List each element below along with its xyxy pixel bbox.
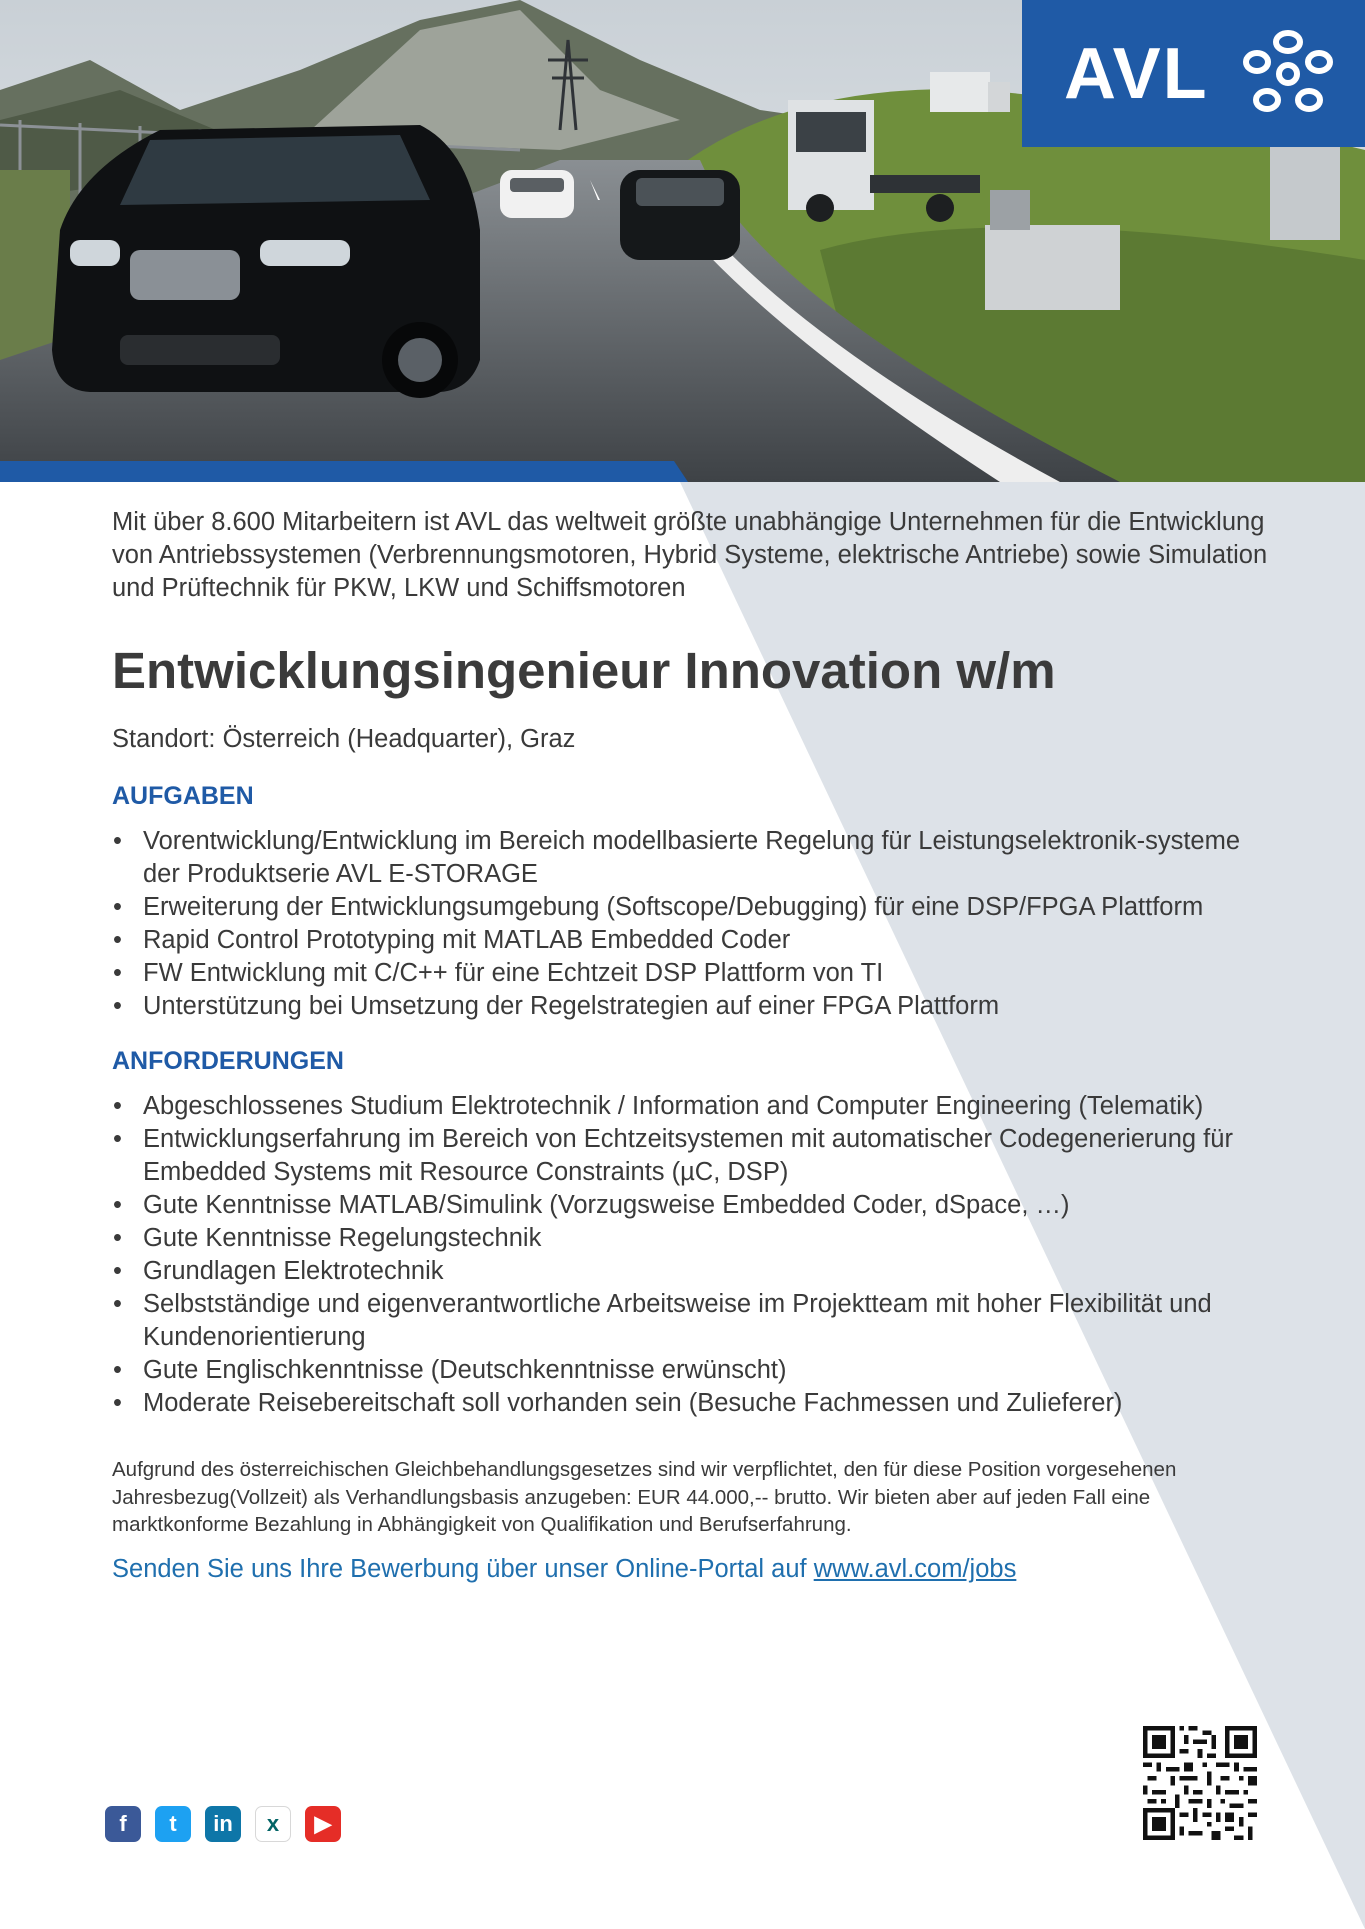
list-item: • Abgeschlossenes Studium Elektrotechnik / Information and Computer Engineering (Telematik) [112, 1090, 1272, 1123]
cta-text: Senden Sie uns Ihre Bewerbung über unser Online-Portal auf [112, 1554, 814, 1583]
list-item: • Grundlagen Elektrotechnik [112, 1255, 1272, 1288]
list-item: • Gute Kenntnisse MATLAB/Simulink (Vorzugsweise Embedded Coder, dSpace, …) [112, 1189, 1272, 1222]
list-item: • FW Entwicklung mit C/C++ für eine Echtzeit DSP Plattform von TI [112, 957, 1272, 990]
twitter-icon[interactable]: t [155, 1806, 191, 1842]
list-item: • Vorentwicklung/Entwicklung im Bereich modellbasierte Regelung für Leistungselektronik-systeme der Produktserie AVL E-STORAGE [112, 825, 1272, 891]
facebook-icon[interactable]: f [105, 1806, 141, 1842]
tasks-heading: AUFGABEN [112, 782, 254, 810]
job-title: Entwicklungsingenieur Innovation w/m [112, 642, 1056, 699]
salary-note: Aufgrund des österreichischen Gleichbehandlungsgesetzes sind wir verpflichtet, den für diese Position vorgesehenen Jahresbezug(Vollzeit) als Verhandlungsbasis anzugeben: EUR 44.000,-- brutto. Wir bieten aber auf jeden Fall eine marktkonforme Bezahlung in Abhängigkeit von Qualifikation und Berufserfahrung. [112, 1458, 1177, 1536]
header-accent-strip [0, 461, 688, 482]
requirements-heading: ANFORDERUNGEN [112, 1047, 344, 1075]
list-item: • Erweiterung der Entwicklungsumgebung (Softscope/Debugging) für eine DSP/FPGA Plattform [112, 891, 1272, 924]
requirements-list [112, 1090, 1272, 1420]
youtube-icon[interactable]: ▶ [305, 1806, 341, 1842]
linkedin-icon[interactable]: in [205, 1806, 241, 1842]
list-item: • Selbstständige und eigenverantwortliche Arbeitsweise im Projektteam mit hoher Flexibilität und Kundenorientierung [112, 1288, 1272, 1354]
avl-logo-mark-icon [1235, 24, 1341, 124]
list-item: • Unterstützung bei Umsetzung der Regelstrategien auf einer FPGA Plattform [112, 990, 1272, 1023]
qr-code[interactable] [1143, 1726, 1257, 1840]
jobs-portal-link[interactable]: www.avl.com/jobs [813, 1554, 1017, 1583]
social-media-links [105, 1806, 341, 1842]
job-ad-content [112, 506, 1272, 1586]
job-location: Standort: Österreich (Headquarter), Graz [112, 725, 576, 753]
xing-icon[interactable]: x [255, 1806, 291, 1842]
list-item: • Moderate Reisebereitschaft soll vorhanden sein (Besuche Fachmessen und Zulieferer) [112, 1387, 1272, 1420]
list-item: • Entwicklungserfahrung im Bereich von Echtzeitsystemen mit automatischer Codegenerierung für Embedded Systems mit Resource Constraints (µC, DSP) [112, 1123, 1272, 1189]
avl-logo-text: AVL [1064, 34, 1209, 114]
company-intro: Mit über 8.600 Mitarbeitern ist AVL das weltweit größte unabhängige Unternehmen für die Entwicklung von Antriebssystemen (Verbrennungsmotoren, Hybrid Systeme, elektrische Antriebe) sowie Simulation und Prüftechnik für PKW, LKW und Schiffsmotoren [112, 508, 1268, 602]
avl-logo [1022, 0, 1365, 147]
list-item: • Gute Englischkenntnisse (Deutschkenntnisse erwünscht) [112, 1354, 1272, 1387]
tasks-list [112, 825, 1272, 1023]
application-cta [112, 1553, 1272, 1586]
list-item: • Gute Kenntnisse Regelungstechnik [112, 1222, 1272, 1255]
list-item: • Rapid Control Prototyping mit MATLAB Embedded Coder [112, 924, 1272, 957]
